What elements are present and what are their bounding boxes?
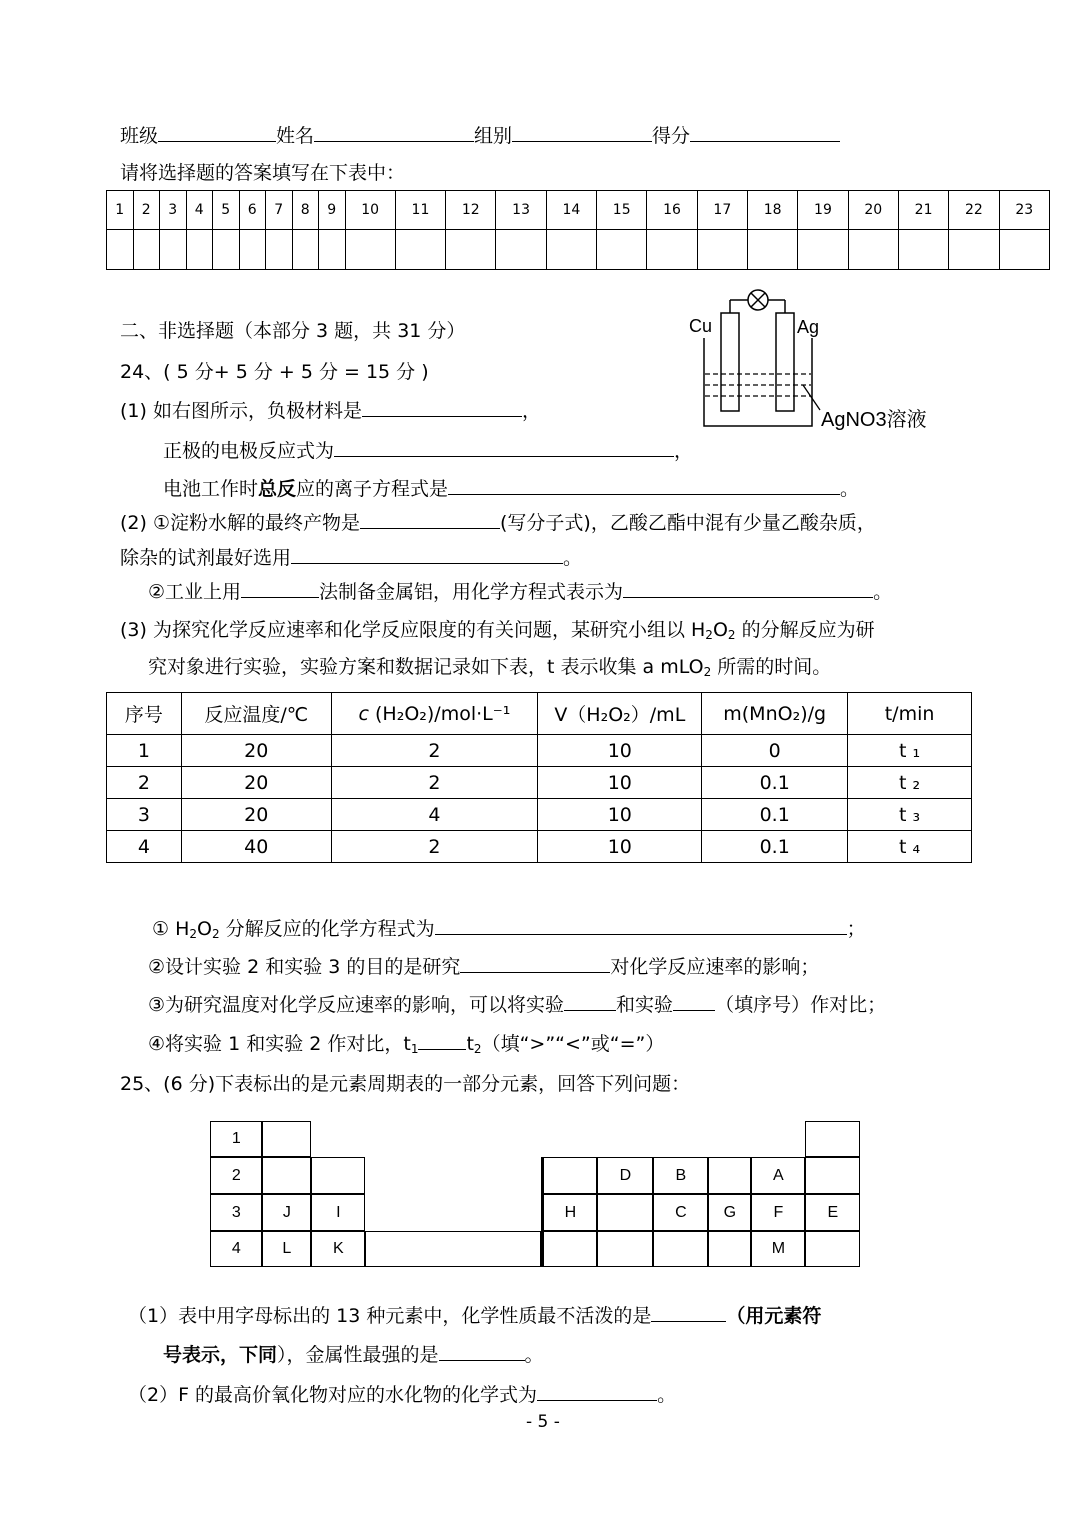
element-cell bbox=[262, 1157, 311, 1194]
answer-number-cell: 23 bbox=[999, 191, 1049, 230]
answer-number-cell: 19 bbox=[798, 191, 848, 230]
answer-number-cell: 2 bbox=[133, 191, 160, 230]
header-time: t/min bbox=[848, 693, 972, 735]
element-cell-L: L bbox=[262, 1231, 311, 1267]
student-info-line bbox=[120, 121, 840, 148]
q25-heading: 25、(6 分)下表标出的是元素周期表的一部分元素，回答下列问题： bbox=[120, 1073, 691, 1095]
q25-q2: （2）F 的最高价氧化物对应的水化物的化学式为 。 bbox=[128, 1384, 677, 1406]
element-cell bbox=[541, 1157, 597, 1194]
answer-number-cell: 18 bbox=[748, 191, 798, 230]
answer-number-cell: 14 bbox=[546, 191, 596, 230]
table-row bbox=[107, 735, 972, 767]
q25-q1-line1: （1）表中用字母标出的 13 种元素中，化学性质最不活泼的是 （用元素符 bbox=[128, 1305, 822, 1327]
period-label: 1 bbox=[210, 1121, 262, 1157]
answer-input-cell[interactable] bbox=[748, 230, 798, 270]
periodic-table bbox=[211, 1122, 861, 1268]
q24-p2-line3: ②工业上用 法制备金属铝，用化学方程式表示为 。 bbox=[148, 581, 893, 603]
positive-electrode-field[interactable] bbox=[334, 438, 674, 457]
table-cell: 10 bbox=[538, 799, 702, 831]
answer-table bbox=[106, 190, 1050, 270]
q24-s2: ②设计实验 2 和实验 3 的目的是研究 对化学反应速率的影响； bbox=[148, 956, 820, 978]
negative-electrode-field[interactable] bbox=[362, 398, 522, 417]
transition-gap bbox=[365, 1231, 541, 1267]
q24-p3-line1: (3) 为探究化学反应速率和化学反应限度的有关问题，某研究小组以 $H_2O_2$ 的分解反应为研 bbox=[120, 619, 875, 642]
table-cell: 10 bbox=[538, 767, 702, 799]
element-cell bbox=[653, 1231, 708, 1267]
answer-input-cell[interactable] bbox=[949, 230, 999, 270]
answer-input-cell[interactable] bbox=[999, 230, 1049, 270]
solution-label: AgNO3溶液 bbox=[821, 409, 927, 430]
table-cell: 20 bbox=[181, 799, 331, 831]
class-label: 班级 bbox=[120, 125, 159, 147]
instruction-text: 请将选择题的答案填写在下表中： bbox=[120, 162, 406, 184]
answer-input-cell[interactable] bbox=[697, 230, 747, 270]
answer-input-cell[interactable] bbox=[319, 230, 346, 270]
section-title: 二、非选择题（本部分 3 题，共 31 分） bbox=[120, 320, 466, 342]
group-label: 组别 bbox=[474, 125, 513, 147]
answer-input-cell[interactable] bbox=[496, 230, 546, 270]
answer-input-cell[interactable] bbox=[446, 230, 496, 270]
table-cell: 40 bbox=[181, 831, 331, 863]
answer-number-cell: 13 bbox=[496, 191, 546, 230]
table-cell: 2 bbox=[331, 831, 538, 863]
element-cell-E: E bbox=[805, 1194, 860, 1231]
lamp-icon bbox=[748, 290, 768, 310]
element-cell bbox=[311, 1157, 365, 1194]
q25-q1-line2: 号表示，下同），金属性最强的是 。 bbox=[163, 1344, 544, 1366]
element-cell bbox=[805, 1157, 860, 1194]
experiment-a-field[interactable] bbox=[564, 992, 616, 1011]
decomposition-equation-field[interactable] bbox=[435, 916, 847, 935]
table-cell: 4 bbox=[107, 831, 182, 863]
galvanic-cell-diagram bbox=[685, 280, 955, 430]
answer-number-cell: 7 bbox=[266, 191, 293, 230]
method-field[interactable] bbox=[241, 579, 319, 598]
most-metallic-field[interactable] bbox=[439, 1342, 525, 1361]
table-row bbox=[107, 767, 972, 799]
element-cell-H: H bbox=[541, 1194, 597, 1231]
answer-number-cell: 11 bbox=[395, 191, 445, 230]
table-cell: 0.1 bbox=[702, 799, 848, 831]
table-cell: 10 bbox=[538, 735, 702, 767]
answer-number-cell: 8 bbox=[292, 191, 319, 230]
element-cell-J: J bbox=[262, 1194, 311, 1231]
q24-p3-line2: 究对象进行实验，实验方案和数据记录如下表，t 表示收集 a mLO$_2$ 所需的时间。 bbox=[148, 656, 832, 679]
answer-input-cell[interactable] bbox=[647, 230, 697, 270]
element-cell-D: D bbox=[597, 1157, 653, 1194]
element-cell bbox=[805, 1121, 860, 1157]
experiment-table bbox=[106, 692, 972, 863]
q24-p1-line3: 电池工作时总反应的离子方程式是 。 bbox=[163, 478, 860, 500]
page-number: - 5 - bbox=[526, 1412, 560, 1432]
answer-input-cell[interactable] bbox=[160, 230, 187, 270]
table-cell: 3 bbox=[107, 799, 182, 831]
element-cell-C: C bbox=[653, 1194, 708, 1231]
answer-number-cell: 6 bbox=[239, 191, 266, 230]
q24-heading: 24、( 5 分+ 5 分 + 5 分 = 15 分 ) bbox=[120, 361, 429, 383]
answer-number-cell: 17 bbox=[697, 191, 747, 230]
ag-label: Ag bbox=[797, 317, 820, 337]
cu-label: Cu bbox=[689, 316, 713, 336]
score-label: 得分 bbox=[652, 125, 691, 147]
element-cell-M: M bbox=[751, 1231, 805, 1267]
answer-input-cell[interactable] bbox=[546, 230, 596, 270]
table-cell: 2 bbox=[331, 735, 538, 767]
table-row bbox=[107, 831, 972, 863]
answer-input-cell[interactable] bbox=[239, 230, 266, 270]
header-temp: 反应温度/℃ bbox=[181, 693, 331, 735]
element-cell bbox=[597, 1231, 653, 1267]
header-volume: V（H₂O₂）/mL bbox=[538, 693, 702, 735]
element-cell-I: I bbox=[311, 1194, 365, 1231]
element-cell bbox=[805, 1231, 860, 1267]
table-cell: 0.1 bbox=[702, 767, 848, 799]
table-cell: t ₂ bbox=[848, 767, 972, 799]
answer-input-cell[interactable] bbox=[848, 230, 898, 270]
element-cell-F: F bbox=[751, 1194, 805, 1231]
table-cell: t ₃ bbox=[848, 799, 972, 831]
answer-number-cell: 16 bbox=[647, 191, 697, 230]
table-cell: 1 bbox=[107, 735, 182, 767]
q24-p1-line1: (1) 如右图所示，负极材料是 ， bbox=[120, 400, 541, 422]
answer-number-cell: 4 bbox=[186, 191, 213, 230]
table-cell: t ₄ bbox=[848, 831, 972, 863]
table-cell: 0 bbox=[702, 735, 848, 767]
name-field[interactable] bbox=[314, 123, 474, 142]
element-cell bbox=[541, 1231, 597, 1267]
reagent-field[interactable] bbox=[291, 545, 563, 564]
element-cell-G: G bbox=[708, 1194, 751, 1231]
q24-s4: ④将实验 1 和实验 2 作对比，$t_1$ $t_2$（填“>”“<”或“=”） bbox=[148, 1033, 665, 1056]
table-cell: 0.1 bbox=[702, 831, 848, 863]
least-active-field[interactable] bbox=[651, 1303, 726, 1322]
answer-number-cell: 5 bbox=[213, 191, 240, 230]
table-cell: 20 bbox=[181, 735, 331, 767]
table-cell: 2 bbox=[331, 767, 538, 799]
group-field[interactable] bbox=[512, 123, 652, 142]
q24-p2-line1: (2) ①淀粉水解的最终产物是 (写分子式)，乙酸乙酯中混有少量乙酸杂质， bbox=[120, 512, 876, 534]
study-factor-field[interactable] bbox=[460, 954, 610, 973]
answer-number-cell: 20 bbox=[848, 191, 898, 230]
element-cell bbox=[597, 1194, 653, 1231]
ionic-equation-field[interactable] bbox=[448, 476, 840, 495]
answer-input-cell[interactable] bbox=[292, 230, 319, 270]
table-cell: 10 bbox=[538, 831, 702, 863]
answer-number-cell: 10 bbox=[345, 191, 395, 230]
aluminum-equation-field[interactable] bbox=[623, 579, 873, 598]
table-cell: 20 bbox=[181, 767, 331, 799]
answer-input-cell[interactable] bbox=[133, 230, 160, 270]
answer-input-cell[interactable] bbox=[266, 230, 293, 270]
q24-p1-line2: 正极的电极反应式为 ， bbox=[163, 440, 694, 462]
experiment-b-field[interactable] bbox=[673, 992, 715, 1011]
compare-field[interactable] bbox=[418, 1031, 466, 1050]
table-row bbox=[107, 799, 972, 831]
element-cell-K: K bbox=[311, 1231, 365, 1267]
score-field[interactable] bbox=[690, 123, 840, 142]
element-cell bbox=[708, 1157, 751, 1194]
hydrolysis-product-field[interactable] bbox=[360, 510, 500, 529]
q24-s1: ① $H_2O_2$ 分解反应的化学方程式为 ； bbox=[152, 918, 866, 941]
table-cell: 2 bbox=[107, 767, 182, 799]
answer-number-cell: 15 bbox=[597, 191, 647, 230]
answer-number-cell: 12 bbox=[446, 191, 496, 230]
period-label: 3 bbox=[210, 1194, 262, 1231]
name-label: 姓名 bbox=[276, 125, 315, 147]
answer-input-cell[interactable] bbox=[898, 230, 948, 270]
period-label: 4 bbox=[210, 1231, 262, 1267]
header-conc: c (H₂O₂)/mol·L⁻¹ bbox=[331, 693, 538, 735]
answer-input-cell[interactable] bbox=[798, 230, 848, 270]
answer-number-cell: 3 bbox=[160, 191, 187, 230]
q24-p2-line2: 除杂的试剂最好选用 。 bbox=[120, 547, 583, 569]
table-cell: 4 bbox=[331, 799, 538, 831]
answer-input-cell[interactable] bbox=[395, 230, 445, 270]
element-cell-A: A bbox=[751, 1157, 805, 1194]
hydroxide-formula-field[interactable] bbox=[537, 1382, 657, 1401]
q24-s3: ③为研究温度对化学反应速率的影响，可以将实验 和实验 （填序号）作对比； bbox=[148, 994, 887, 1016]
answer-input-cell[interactable] bbox=[107, 230, 134, 270]
header-seq: 序号 bbox=[107, 693, 182, 735]
element-cell bbox=[262, 1121, 311, 1157]
header-mno2: m(MnO₂)/g bbox=[702, 693, 848, 735]
answer-number-cell: 21 bbox=[898, 191, 948, 230]
element-cell-B: B bbox=[653, 1157, 708, 1194]
answer-number-cell: 9 bbox=[319, 191, 346, 230]
period-label: 2 bbox=[210, 1157, 262, 1194]
element-cell bbox=[708, 1231, 751, 1267]
answer-input-cell[interactable] bbox=[345, 230, 395, 270]
answer-input-cell[interactable] bbox=[213, 230, 240, 270]
answer-input-cell[interactable] bbox=[597, 230, 647, 270]
class-field[interactable] bbox=[158, 123, 276, 142]
answer-number-cell: 1 bbox=[107, 191, 134, 230]
answer-input-cell[interactable] bbox=[186, 230, 213, 270]
table-cell: t ₁ bbox=[848, 735, 972, 767]
answer-number-cell: 22 bbox=[949, 191, 999, 230]
